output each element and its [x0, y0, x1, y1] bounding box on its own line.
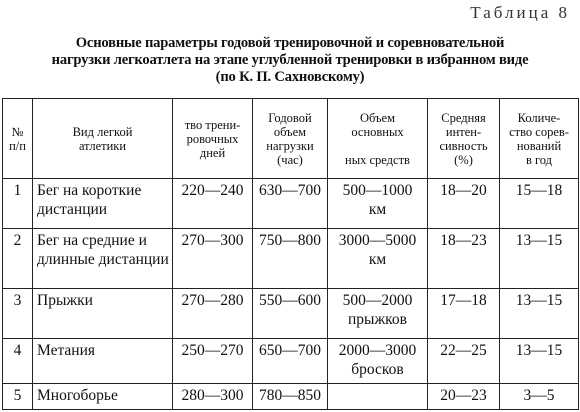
- cell-competitions: 13—15: [500, 229, 579, 289]
- cell-sport: Бег на средние и длинные дистанции: [33, 229, 173, 289]
- cell-hours: 630—700: [253, 179, 328, 229]
- header-volume-line: основных: [351, 124, 404, 139]
- cell-volume: [328, 229, 428, 289]
- cell-volume: [328, 289, 428, 339]
- cell-num: 4: [3, 339, 33, 384]
- cell-num: 2: [3, 229, 33, 289]
- header-volume-line: Объем: [360, 110, 395, 125]
- cell-hours: 650—700: [253, 339, 328, 384]
- header-intensity-line: сивность: [439, 138, 488, 153]
- header-sport-line: атлетики: [78, 138, 127, 153]
- cell-volume-amount: 500—1000: [342, 182, 413, 199]
- cell-competitions: 15—18: [500, 179, 579, 229]
- header-intensity-line: интен-: [445, 124, 482, 139]
- cell-intensity: 20—23: [428, 384, 500, 410]
- header-volume-gap: [328, 139, 427, 153]
- cell-num: 5: [3, 384, 33, 410]
- cell-num: 3: [3, 289, 33, 339]
- header-num-line: п/п: [9, 138, 26, 153]
- header-row: [3, 99, 579, 179]
- cell-intensity: 17—18: [428, 289, 500, 339]
- cell-hours: 550—600: [253, 289, 328, 339]
- cell-volume-unit: км: [368, 251, 387, 268]
- header-num: [3, 99, 33, 179]
- header-volume: [328, 99, 428, 179]
- header-competitions-line: в год: [525, 152, 553, 167]
- table-title: [4, 35, 576, 86]
- cell-sport: Прыжки: [33, 289, 173, 339]
- table-row: [3, 179, 579, 229]
- training-load-table: [2, 98, 579, 410]
- cell-volume-unit: км: [368, 201, 387, 218]
- table-row: [3, 229, 579, 289]
- title-line-2: нагрузки легкоатлета на этапе углубленной тренировки в избранном виде: [51, 52, 529, 68]
- header-sport: [33, 99, 173, 179]
- header-competitions-line: Количе-: [517, 110, 561, 125]
- cell-competitions: 13—15: [500, 339, 579, 384]
- title-line-3: (по К. П. Сахновскому): [215, 69, 365, 85]
- cell-intensity: 18—23: [428, 229, 500, 289]
- table-row: [3, 339, 579, 384]
- cell-hours: 750—800: [253, 229, 328, 289]
- header-volume-line: ных средств: [345, 152, 410, 167]
- header-hours: [253, 99, 328, 179]
- cell-intensity: 18—20: [428, 179, 500, 229]
- cell-hours: 780—850: [253, 384, 328, 410]
- cell-competitions: 3—5: [500, 384, 579, 410]
- cell-sport: Метания: [33, 339, 173, 384]
- header-competitions-line: ство сорев-: [509, 124, 569, 139]
- header-hours-line: Годовой: [268, 110, 312, 125]
- cell-days: 220—240: [173, 179, 253, 229]
- header-hours-line: объем: [273, 124, 307, 139]
- title-line-1: Основные параметры годовой тренировочной и соревновательной: [75, 35, 505, 51]
- header-hours-line: (час): [277, 152, 303, 167]
- header-intensity-line: Средняя: [441, 110, 486, 125]
- cell-days: 270—300: [173, 229, 253, 289]
- cell-volume-unit: прыжков: [348, 311, 407, 328]
- header-competitions: [500, 99, 579, 179]
- cell-num: 1: [3, 179, 33, 229]
- cell-volume: [328, 384, 428, 410]
- table-row: [3, 384, 579, 410]
- header-days-line: ровочных: [186, 131, 239, 146]
- header-days-line: дней: [199, 145, 226, 160]
- header-days-line: тво трени-: [184, 117, 241, 132]
- cell-volume: [328, 179, 428, 229]
- header-sport-line: Вид легкой: [72, 124, 133, 139]
- header-num-line: №: [11, 124, 24, 139]
- cell-days: 280—300: [173, 384, 253, 410]
- cell-days: 270—280: [173, 289, 253, 339]
- cell-days: 250—270: [173, 339, 253, 384]
- header-intensity-line: (%): [454, 152, 473, 167]
- cell-intensity: 22—25: [428, 339, 500, 384]
- header-days: [173, 99, 253, 179]
- table-number-label: Таблица 8: [470, 3, 570, 22]
- cell-volume: [328, 339, 428, 384]
- header-intensity: [428, 99, 500, 179]
- cell-sport: Бег на короткие дистанции: [33, 179, 173, 229]
- table-row: [3, 289, 579, 339]
- cell-volume-unit: бросков: [351, 361, 404, 378]
- header-hours-line: нагрузки: [266, 138, 314, 153]
- cell-volume-amount: 2000—3000: [338, 342, 417, 359]
- cell-volume-amount: 500—2000: [342, 292, 413, 309]
- header-competitions-line: нований: [516, 138, 562, 153]
- cell-sport: Многоборье: [33, 384, 173, 410]
- cell-competitions: 13—15: [500, 289, 579, 339]
- cell-volume-amount: 3000—5000: [338, 232, 417, 249]
